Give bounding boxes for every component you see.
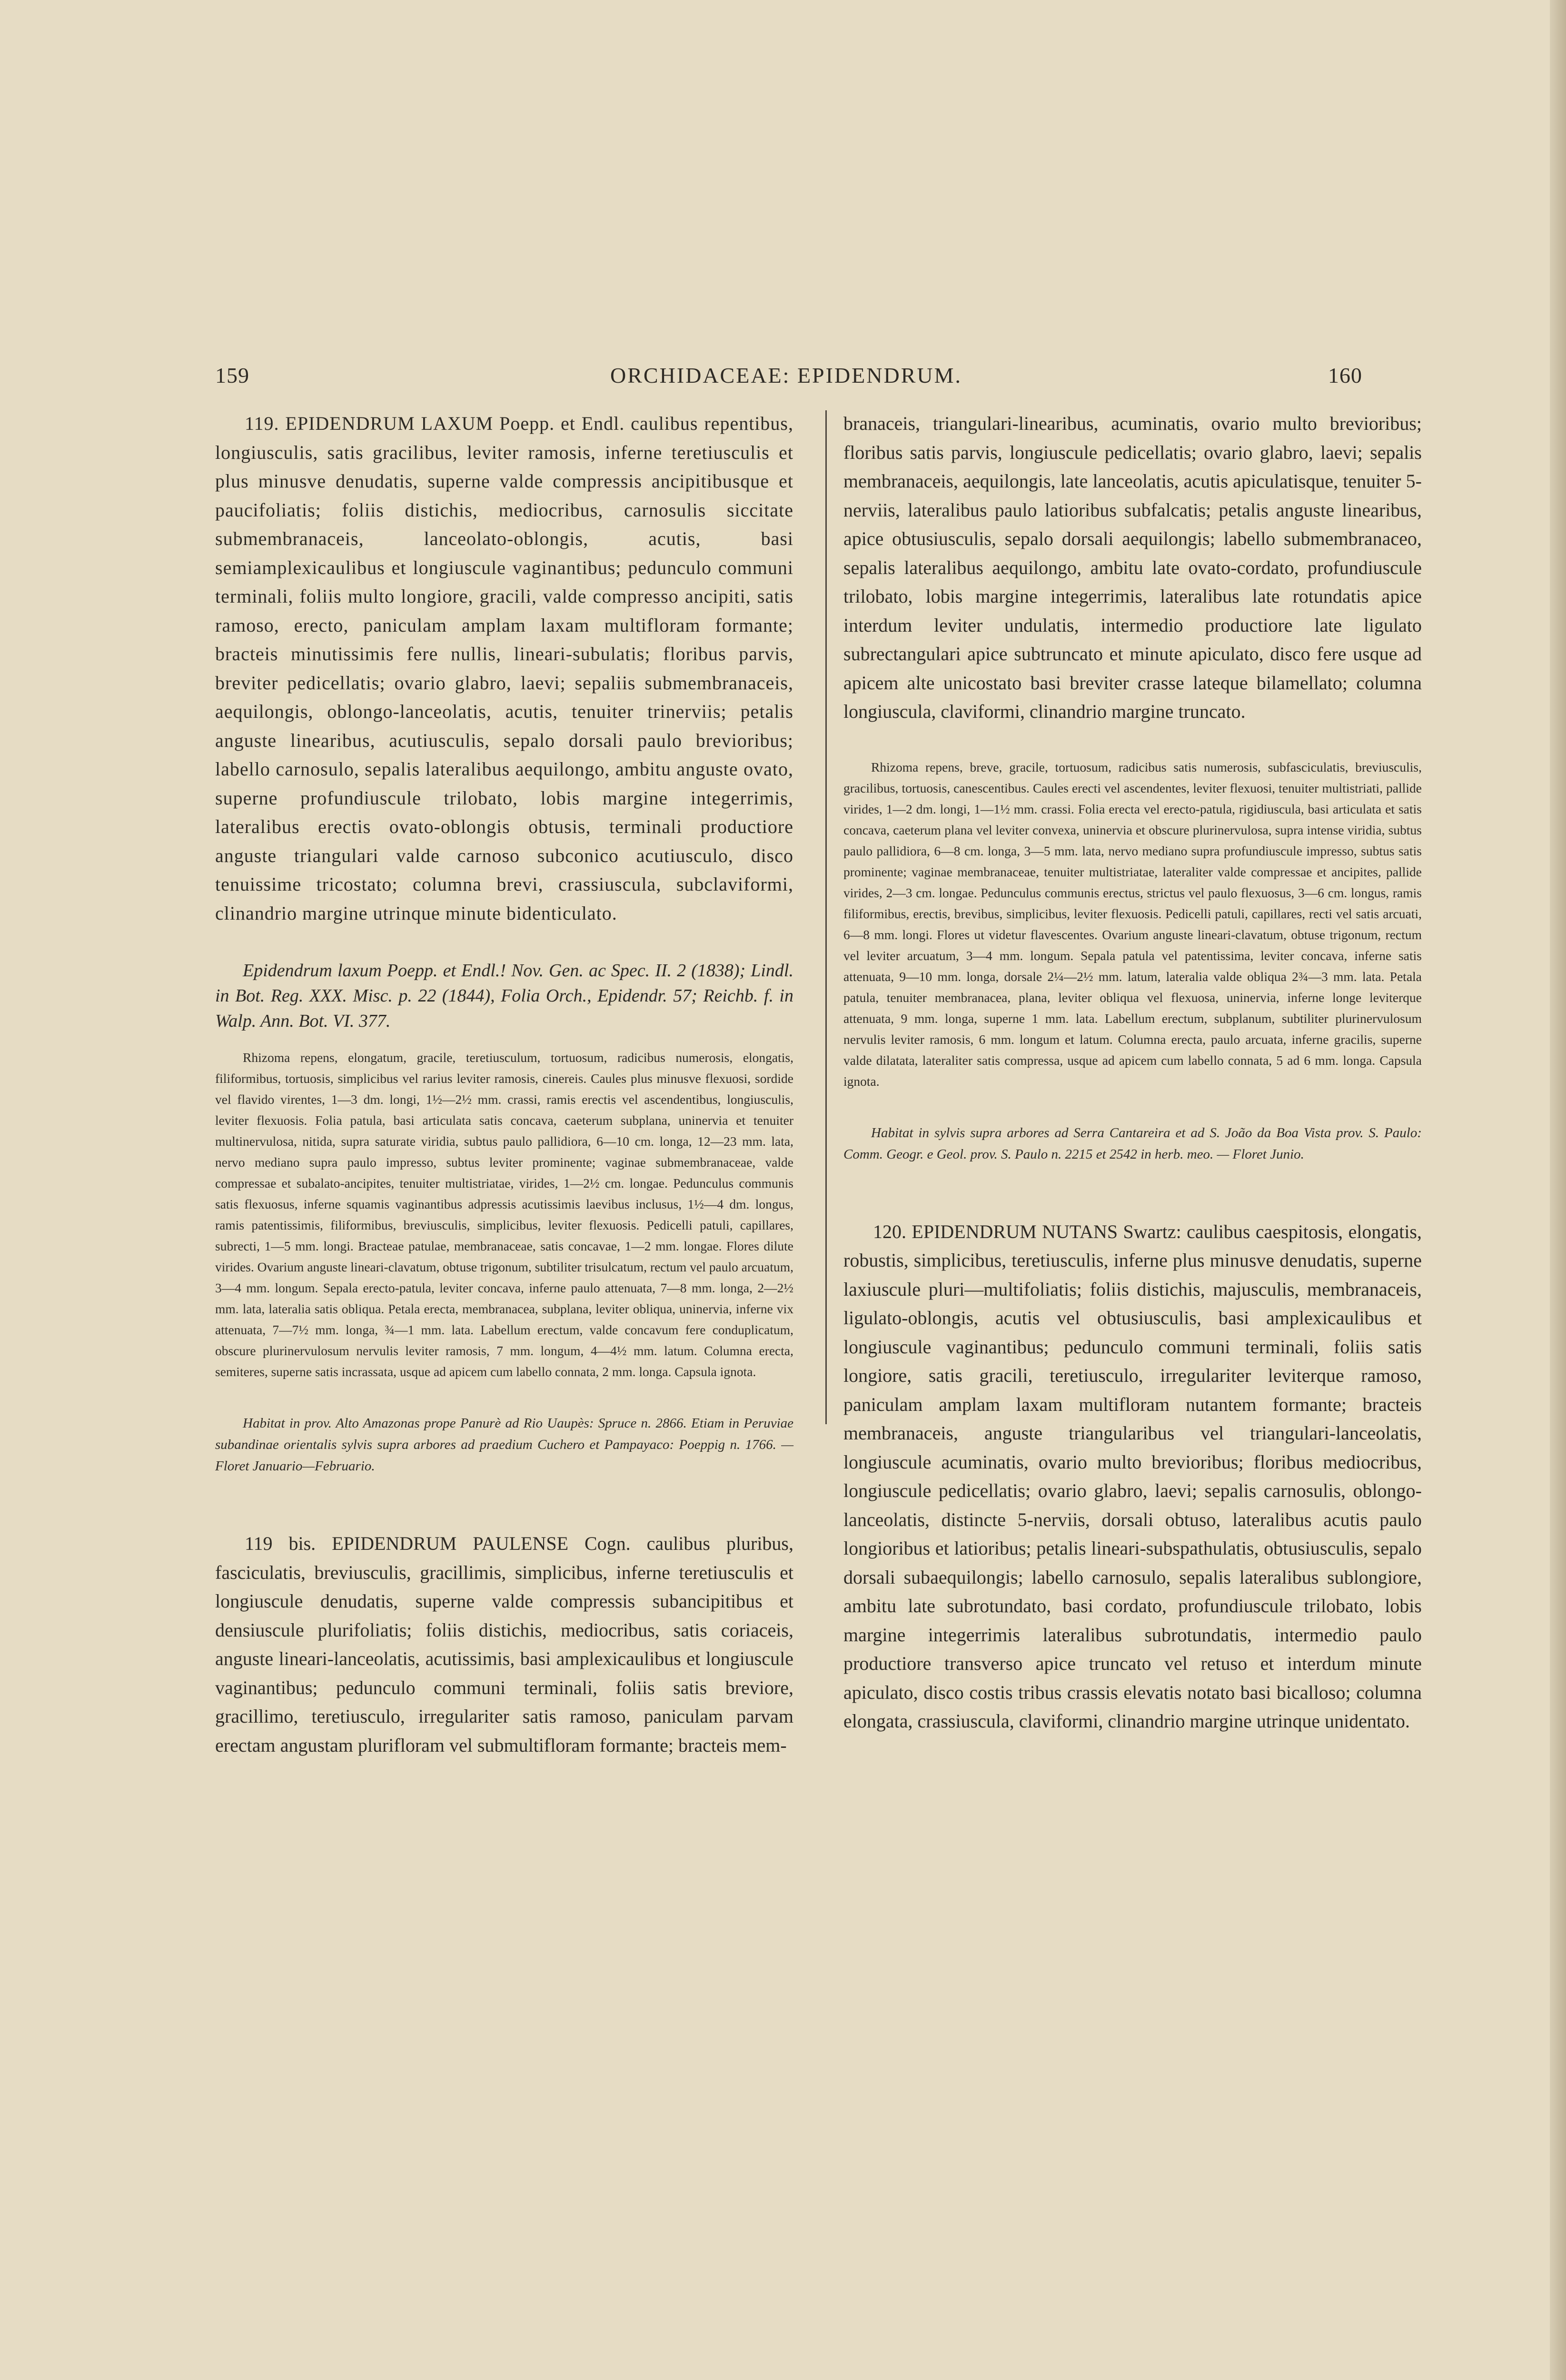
species-119bis-habitat: Habitat in sylvis supra arbores ad Serra Cantareira et ad S. João da Boa Vista prov. S. Paulo: Comm. Geogr. e Geol. prov. S. Paulo n. 2215 et 2542 in herb. meo. — Floret Junio. [843, 1125, 1422, 1162]
species-119bis-continued: branaceis, triangulari-linearibus, acuminatis, ovario multo brevioribus; floribus satis parvis, longiuscule pedicellatis; ovario glabro, laevi; sepalis membranaceis, aequilongis, late lanceolatis, acutis apiculatisque, tenuiter 5-nerviis, lateralibus paulo latioribus subfalcatis; petalis anguste linearibus, apice obtusiusculis, sepalo dorsali aequilongis; labello submembranaceo, sepalis lateralibus aequilongo, ambitu late ovato-cordato, profundiuscule trilobato, lobis margine integerrimis, lateralibus late rotundatis apice interdum leviter undulatis, intermedio productiore late ligulato subrectangulari apice subtruncato et minute apiculato, disco fere usque ad apicem alte unicostato basi breviter crasse lateque bilamellato; columna longiuscula, claviformi, clinandrio margine truncato. [843, 413, 1422, 722]
species-119-references: Epidendrum laxum Poepp. et Endl.! Nov. Gen. ac Spec. II. 2 (1838); Lindl. in Bot. Reg. XXX. Misc. p. 22 (1844), Folia Orch., Epidendr. 57; Reichb. f. in Walp. Ann. Bot. VI. 377. [215, 961, 793, 1031]
column-divider [825, 410, 827, 1424]
species-119-description: 119. EPIDENDRUM LAXUM Poepp. et Endl. caulibus repentibus, longiusculis, satis gracilibus, leviter ramosis, inferne teretiusculis et plus minusve denudatis, superne valde compressis ancipitibusque et paucifoliatis; foliis distichis, mediocribus, carnosulis siccitate submembranaceis, lanceolato-oblongis, acutis, basi semiamplexicaulibus et longiuscule vaginantibus; pedunculo communi terminali, foliis multo longiore, gracili, valde compresso ancipiti, satis ramoso, erecto, paniculam amplam laxam multifloram formante; bracteis minutissimis fere nullis, lineari-subulatis; floribus parvis, breviter pedicellatis; ovario glabro, laevi; sepaliis submembranaceis, aequilongis, oblongo-lanceolatis, acutis, tenuiter trinerviis; petalis anguste linearibus, acutiusculis, sepalo dorsali paulo brevioribus; labello carnosulo, sepalis lateralibus aequilongo, ambitu anguste ovato, superne profundiuscule trilobato, lobis margine integerrimis, lateralibus erectis ovato-oblongis obtusis, terminali productiore anguste triangulari valde carnoso subconico acutiusculo, disco tenuissime tricostato; columna brevi, crassiuscula, subclaviformi, clinandrio margine utrinque minute bidenticulato. [215, 413, 793, 924]
running-header: ORCHIDACEAE: EPIDENDRUM. [610, 363, 962, 387]
species-119bis-detail: Rhizoma repens, breve, gracile, tortuosum, radicibus satis numerosis, subfasciculatis, breviusculis, gracilibus, tortuosis, canescentibus. Caules erecti vel ascendentes, leviter flexuosi, tenuiter multistriati, pallide virides, 1—2 dm. longi, 1—1½ mm. crassi. Folia erecta vel erecto-patula, rigidiuscula, basi articulata et satis concava, caeterum plana vel leviter convexa, uninervia et obscure plurinervulosa, supra intense viridia, subtus paulo pallidiora, 6—8 cm. longa, 3—5 mm. lata, nervo mediano supra profundiuscule impresso, subtus satis prominente; vaginae membranaceae, tenuiter multistriatae, lateraliter valde compressae et ancipites, pallide virides, 2—3 cm. longae. Pedunculus communis erectus, strictus vel paulo flexuosus, 3—6 cm. longus, ramis filiformibus, erectis, brevibus, simplicibus, leviter flexuosis. Pedicelli patuli, capillares, recti vel satis arcuati, 6—8 mm. longi. Flores ut videtur flavescentes. Ovarium anguste lineari-clavatum, obtuse trigonum, rectum vel leviter arcuatum, 3—4 mm. longum. Sepala patula vel patentissima, leviter concava, inferne satis attenuata, 9—10 mm. longa, dorsale 2¼—2½ mm. latum, lateralia valde obliqua 2¾—3 mm. lata. Petala patula, tenuiter membranacea, plana, leviter obliqua vel flexuosa, uninervia, inferne longe leviterque attenuata, 9 mm. longa, superne 1 mm. lata. Labellum erectum, subplanum, subtiliter plurinervulosum nervulis leviter ramosis, 6 mm. longum et latum. Columna erecta, paulo arcuata, inferne gracilis, superne valde dilatata, lateraliter satis compressa, usque ad apicem cum labello connata, 5 ad 6 mm. longa. Capsula ignota. [843, 759, 1422, 1089]
species-119bis-description: 119 bis. EPIDENDRUM PAULENSE Cogn. caulibus pluribus, fasciculatis, breviusculis, gracillimis, simplicibus, inferne teretiusculis et longiuscule denudatis, superne valde compressis subancipitibus et densiuscule plurifoliatis; foliis distichis, mediocribus, satis coriaceis, anguste lineari-lanceolatis, acutissimis, basi amplexicaulibus et longiuscule vaginantibus; pedunculo communi terminali, foliis satis breviore, gracillimo, teretiusculo, irregulariter satis ramoso, paniculam parvam erectam angustam plurifloram vel submultifloram formante; bracteis mem- [215, 1533, 793, 1756]
page-number-right: 160 [1328, 363, 1362, 387]
right-column [843, 409, 1422, 1736]
species-119-detail: Rhizoma repens, elongatum, gracile, teretiusculum, tortuosum, radicibus numerosis, elongatis, filiformibus, tortuosis, simplicibus vel rarius leviter ramosis, cinereis. Caules plus minusve flexuosi, sordide vel flavido virentes, 1—3 dm. longi, 1½—2½ mm. crassi, ramis erectis vel ascendentibus, longiusculis, leviter flexuosis. Folia patula, basi articulata satis concava, caeterum subplana, uninervia et tenuiter multinervulosa, nitida, supra saturate viridia, subtus paulo pallidiora, 6—10 cm. longa, 12—23 mm. lata, nervo mediano supra paulo impresso, subtus leviter prominente; vaginae submembranaceae, valde compressae et subalato-ancipites, tenuiter multistriatae, virides, 1—2½ cm. longae. Pedunculus communis satis flexuosus, inferne squamis vaginantibus adpressis acutissimis laevibus inclusus, 1½—4 dm. longus, ramis patentissimis, filiformibus, breviusculis, simplicibus, leviter flexuosis. Pedicelli patuli, capillares, subrecti, 1—5 mm. longi. Bracteae patulae, membranaceae, satis concavae, 1—2 mm. longae. Flores dilute virides. Ovarium anguste lineari-clavatum, obtuse trigonum, subtiliter trisulcatum, rectum vel paulo arcuatum, 3—4 mm. longum. Sepala erecto-patula, leviter concava, inferne paulo attenuata, 7—8 mm. longa, 2—2½ mm. lata, lateralia satis obliqua. Petala erecta, membranacea, subplana, leviter obliqua, uninervia, inferne vix attenuata, 7—7½ mm. longa, ¾—1 mm. lata. Labellum erectum, valde concavum fere conduplicatum, obscure plurinervulosum nervulis leviter ramosis, 7 mm. longum, 4—4½ mm. latum. Columna erecta, semiteres, superne satis incrassata, usque ad apicem cum labello connata, 2 mm. longa. Capsula ignota. [215, 1050, 793, 1379]
species-120-description: 120. EPIDENDRUM NUTANS Swartz: caulibus caespitosis, elongatis, robustis, simplicibus, teretiusculis, inferne plus minusve denudatis, superne laxiuscule pluri—multifoliatis; foliis distichis, majusculis, membranaceis, ligulato-oblongis, acutis vel obtusiusculis, basi amplexicaulibus et longiuscule vaginantibus; pedunculo communi terminali, foliis satis longiore, satis gracili, teretiusculo, irregulariter leviterque ramoso, paniculam amplam laxam multifloram nutantem formante; bracteis membranaceis, anguste triangularibus vel triangulari-lanceolatis, longiuscule acuminatis, ovario multo brevioribus; floribus mediocribus, longiuscule pedicellatis; ovario glabro, laevi; sepalis carnosulis, oblongo-lanceolatis, distincte 5-nerviis, dorsali obtuso, lateralibus acutis paulo longioribus et latioribus; petalis lineari-subspathulatis, obtusiusculis, sepalo dorsali subaequilongis; labello carnosulo, sepalis lateralibus sublongiore, ambitu late subrotundato, basi cordato, profundiuscule trilobato, lobis margine integerrimis lateralibus subrotundatis, intermedio paulo productiore transverso apice truncato vel retuso et interdum minute apiculato, disco costis tribus crassis elevatis notato basi bicalloso; columna elongata, crassiuscula, claviformi, clinandrio margine utrinque unidentato. [843, 1220, 1422, 1732]
left-column [215, 409, 793, 1760]
page-edge [1550, 0, 1566, 2380]
species-119-habitat: Habitat in prov. Alto Amazonas prope Panurè ad Rio Uaupès: Spruce n. 2866. Etiam in Peruviae subandinae orientalis sylvis supra arbores ad praedium Cuchero et Pampayaco: Poeppig n. 1766. — Floret Januario—Februario. [215, 1416, 793, 1474]
page-number-left: 159 [215, 363, 249, 387]
